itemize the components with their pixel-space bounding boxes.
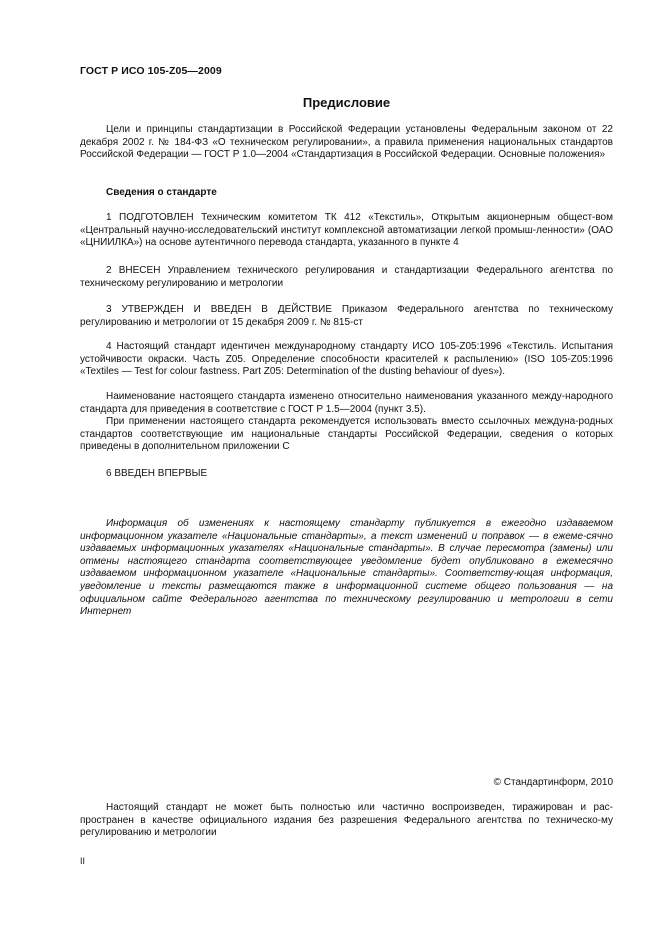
item-6-paragraph: 6 ВВЕДЕН ВПЕРВЫЕ [106,468,208,479]
page-title: Предисловие [302,95,391,110]
legal-notice: Настоящий стандарт не может быть полностью или частично воспроизведен, тиражирован и рас-пространен в качестве официального издания без разрешения Федерального агентства по техническо-му регулированию и метрологии [80,802,613,839]
page-number: II [80,856,86,866]
intro-paragraph: Цели и принципы стандартизации в Российской Федерации установлены Федеральным законом от 22 декабря 2002 г. № 184-ФЗ «О техническом регулировании», а правила применения национальных стандартов Российской Федерации — ГОСТ Р 1.0—2004 «Стандартизация в Российской Федерации. Основные положения» [80,124,613,161]
item-4-refs-paragraph: При применении настоящего стандарта рекомендуется использовать вместо ссылочных междуна-родных стандартов соответствующие им национальные стандарты Российской Федерации, сведения о которых приведены в дополнительном приложении С [80,416,613,453]
copyright-notice: © Стандартинформ, 2010 [493,777,613,788]
item-2-paragraph: 2 ВНЕСЕН Управлением технического регулирования и стандартизации Федерального агентства по техническому регулированию и метрологии [80,265,613,289]
item-3-paragraph: 3 УТВЕРЖДЕН И ВВЕДЕН В ДЕЙСТВИЕ Приказом Федерального агентства по техническому регулированию и метрологии от 15 декабря 2009 г. № 815-ст [80,304,613,328]
item-4-paragraph: 4 Настоящий стандарт идентичен международному стандарту ИСО 105-Z05:1996 «Текстиль. Испытания устойчивости окраски. Часть Z05. Определение способности красителей к распылению» (ISO 105-Z05:1996 «Textiles — Test for colour fastness. Part Z05: Determination of the dusting behaviour of dyes»). [80,341,613,378]
info-heading: Сведения о стандарте [106,187,217,198]
changes-info-paragraph: Информация об изменениях к настоящему стандарту публикуется в ежегодно издаваемом информационном указателе «Национальные стандарты», а текст изменений и поправок — в ежеме-сячно издаваемых информационных указателях «Национальные стандарты». В случае пересмотра (замены) или отмены настоящего стандарта соответствующее уведомление будет опубликовано в ежемесячно издаваемом информационном указателе «Национальные стандарты». Соответству-ющая информация, уведомление и тексты размещаются также в информационной системе общего пользования — на официальном сайте Федерального агентства по техническому регулированию и метрологии в сети Интернет [80,518,613,618]
item-4-name-paragraph: Наименование настоящего стандарта изменено относительно наименования указанного между-народного стандарта для приведения в соответствие с ГОСТ Р 1.5—2004 (пункт 3.5). [80,391,613,415]
item-1-paragraph: 1 ПОДГОТОВЛЕН Техническим комитетом ТК 412 «Текстиль», Открытым акционерным общест-вом «Центральный научно-исследовательский институт комплексной автоматизации легкой промыш-ленности» (ОАО «ЦНИИЛКА») на основе аутентичного перевода стандарта, указанного в пункте 4 [80,212,613,249]
document-id-header: ГОСТ Р ИСО 105-Z05—2009 [80,65,222,77]
